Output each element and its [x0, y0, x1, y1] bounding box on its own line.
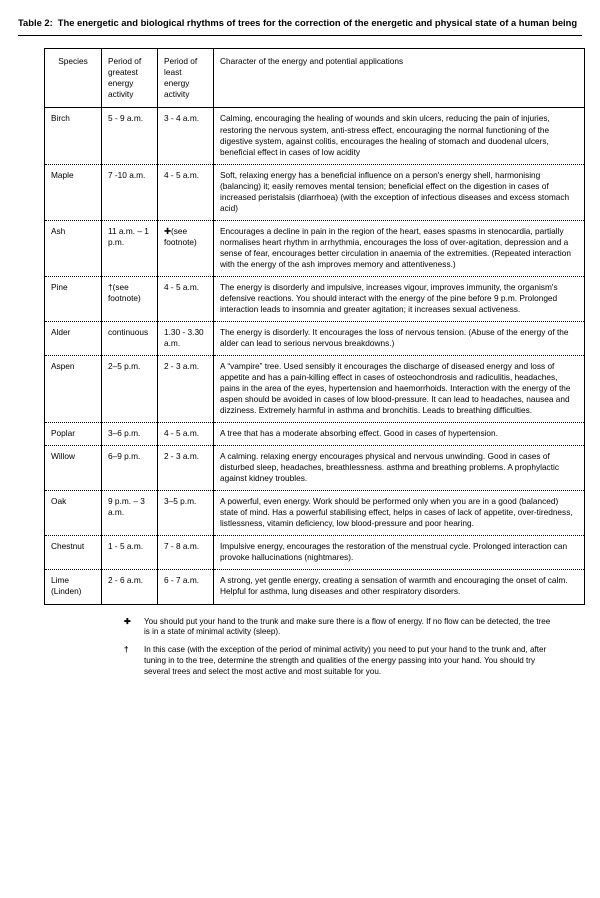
footnote-text: You should put your hand to the trunk and make sure there is a flow of energy. If no flow can be detected, the tree is in a state of minimal activity (sleep).: [144, 616, 551, 637]
column-header-character: Character of the energy and potential applications: [214, 49, 585, 108]
cell-most-active: 2–5 p.m.: [102, 356, 158, 423]
table-header-row: [45, 49, 585, 108]
cell-character: The energy is disorderly. It encourages the loss of nervous tension. (Abuse of the energy of the alder can lead to serious nervous breakdowns.): [214, 321, 585, 355]
caption-label: Table 2:: [18, 17, 53, 28]
cell-least-active: 4 - 5 a.m.: [158, 276, 214, 321]
cell-species: Willow: [45, 446, 102, 491]
footnotes: [14, 617, 586, 679]
cell-character: Calming, encouraging the healing of wounds and skin ulcers, reducing the pain of injuries, restoring the nervous system, anti-stress effect, encouraging the normal functioning of the digestive system, against colitis, encourages the healing of stomach and duodenal ulcers, beneficial effect in cases of low acidity: [214, 108, 585, 164]
table-row: [45, 321, 585, 355]
table-row: [45, 446, 585, 491]
cell-least-active: ✚(see footnote): [158, 220, 214, 276]
cell-most-active: 2 - 6 a.m.: [102, 570, 158, 604]
footnote-text: In this case (with the exception of the period of minimal activity) you need to put your hand to the trunk and, after tuning in to the tree, determine the strength and qualities of the energy passing into your hand. You should try several trees and select the most active and most suitable for you.: [144, 645, 547, 677]
cell-species: Maple: [45, 164, 102, 220]
table-row: [45, 276, 585, 321]
cell-most-active: 7 -10 a.m.: [102, 164, 158, 220]
cell-species: Ash: [45, 220, 102, 276]
cell-character: Soft, relaxing energy has a beneficial influence on a person's energy shell, harmonising (balancing) it; easily removes mental tension; beneficial effect on the digestion in cases of increased peristalsis (diarrhoea) (with the exception of infectious diseases and excess stomach acid): [214, 164, 585, 220]
table-row: [45, 423, 585, 446]
cell-least-active: 4 - 5 a.m.: [158, 164, 214, 220]
cell-least-active: 7 - 8 a.m.: [158, 536, 214, 570]
cell-least-active: 3–5 p.m.: [158, 491, 214, 536]
footnote-item: [124, 617, 556, 639]
cell-least-active: 6 - 7 a.m.: [158, 570, 214, 604]
cell-most-active: 1 - 5 a.m.: [102, 536, 158, 570]
table-row: [45, 220, 585, 276]
cell-character: A calming. relaxing energy encourages physical and nervous unwinding. Good in cases of disturbed sleep, headaches, breathlessness. asthma and breathing problems. A prophylactic against kidney troubles.: [214, 446, 585, 491]
cell-most-active: 11 a.m. – 1 p.m.: [102, 220, 158, 276]
cell-species: Poplar: [45, 423, 102, 446]
cell-character: Encourages a decline in pain in the region of the heart, eases spasms in stenocardia, partially normalises heart rhythm in arrhythmia, encourages the loss of over-agitation, depression and a sense of fear, encourages better circulation in anaemia of the extremities. (Repeated interaction with the energy of the ash improves memory and attentiveness.): [214, 220, 585, 276]
table-row: [45, 536, 585, 570]
cell-most-active: continuous: [102, 321, 158, 355]
cell-most-active: 3–6 p.m.: [102, 423, 158, 446]
cell-character: A “vampire” tree. Used sensibly it encourages the discharge of diseased energy and loss of appetite and has a pain-killing effect in cases of osteochondrosis and radiculitis, headaches, pains in the area of the eyes, hypertension and haemorrhoids. Interaction with the energy of the aspen should be avoided in cases of low blood-pressure. It can lead to headaches, nausea and dizziness. Extremely harmful in asthma and bronchitis. Leads to breathing difficulties.: [214, 356, 585, 423]
table-header: [45, 49, 585, 108]
cell-least-active: 2 - 3 a.m.: [158, 356, 214, 423]
column-header-least-active: Period of least energy activity: [158, 49, 214, 108]
footnote-marker-dagger-icon: †: [124, 645, 129, 655]
table-row: [45, 108, 585, 164]
cell-character: The energy is disorderly and impulsive, increases vigour, improves immunity, the organism's defensive reactions. You should interact with the energy of the pine before 9 p.m. Prolonged interaction leads to insomnia and greater agitation; it increases sexual activeness.: [214, 276, 585, 321]
cell-least-active: 2 - 3 a.m.: [158, 446, 214, 491]
energy-rhythms-table: [44, 48, 585, 604]
table-body: [45, 108, 585, 604]
cell-least-active: 3 - 4 a.m.: [158, 108, 214, 164]
cell-species: Chestnut: [45, 536, 102, 570]
table-row: [45, 164, 585, 220]
cell-most-active: †(see footnote): [102, 276, 158, 321]
table-row: [45, 491, 585, 536]
footnote-marker-plus-icon: ✚: [124, 616, 131, 626]
cell-least-active: 4 - 5 a.m.: [158, 423, 214, 446]
column-header-most-active: Period of greatest energy activity: [102, 49, 158, 108]
cell-most-active: 9 p.m. – 3 a.m.: [102, 491, 158, 536]
cell-character: A strong, yet gentle energy, creating a sensation of warmth and encouraging the onset of calm. Helpful for asthma, lung diseases and other respiratory disorders.: [214, 570, 585, 604]
cell-character: Impulsive energy, encourages the restoration of the menstrual cycle. Prolonged interaction can provoke hallucinations (nightmares).: [214, 536, 585, 570]
cell-character: A tree that has a moderate absorbing effect. Good in cases of hypertension.: [214, 423, 585, 446]
caption-text: The energetic and biological rhythms of trees for the correction of the energetic and physical state of a human being: [57, 17, 578, 28]
cell-species: Aspen: [45, 356, 102, 423]
cell-species: Pine: [45, 276, 102, 321]
caption-divider: [18, 35, 582, 36]
cell-species: Oak: [45, 491, 102, 536]
footnote-item: [124, 645, 556, 678]
table-row: [45, 356, 585, 423]
cell-species: Birch: [45, 108, 102, 164]
cell-least-active: 1.30 - 3.30 a.m.: [158, 321, 214, 355]
cell-most-active: 6–9 p.m.: [102, 446, 158, 491]
cell-most-active: 5 - 9 a.m.: [102, 108, 158, 164]
column-header-species: Species: [45, 49, 102, 108]
table-caption: [14, 16, 586, 29]
cell-character: A powerful, even energy. Work should be performed only when you are in a good (balanced) state of mind. Has a powerful stabilising effect, helps in cases of lack of appetite, over-tiredness, listlessness, vitamin deficiency, low blood-pressure and poor hearing.: [214, 491, 585, 536]
cell-species: Lime (Linden): [45, 570, 102, 604]
cell-species: Alder: [45, 321, 102, 355]
table-row: [45, 570, 585, 604]
